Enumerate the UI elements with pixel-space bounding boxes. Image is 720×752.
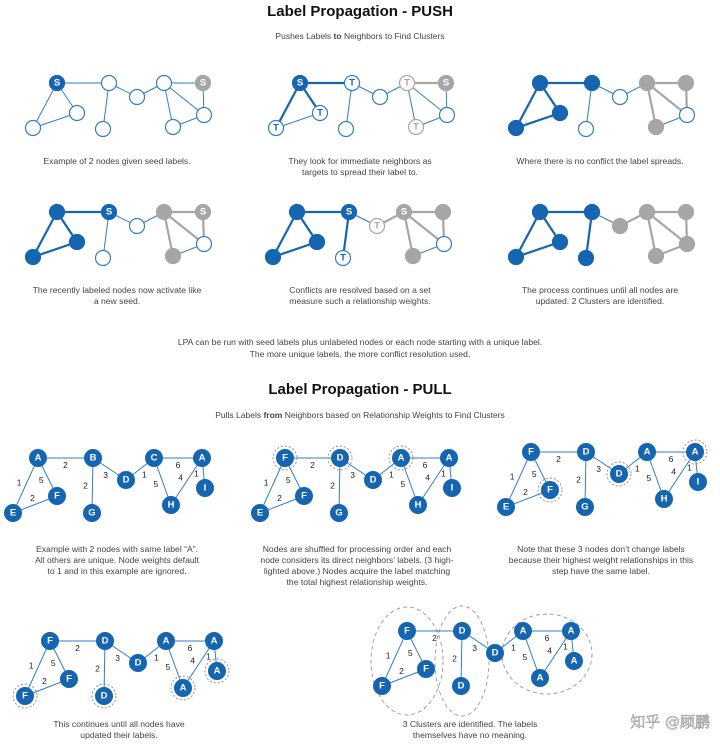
node-label: F bbox=[66, 673, 72, 685]
edge-weight: 2 bbox=[432, 633, 437, 643]
node-label: A bbox=[519, 625, 527, 637]
push-graph-1 bbox=[26, 76, 212, 137]
node bbox=[553, 106, 568, 121]
push-graph-6 bbox=[509, 205, 695, 266]
node bbox=[266, 250, 281, 265]
edge-weight: 1 bbox=[141, 469, 147, 480]
node bbox=[157, 205, 172, 220]
node bbox=[157, 76, 172, 91]
node-label: C bbox=[150, 452, 158, 464]
node-label: S bbox=[199, 77, 207, 89]
node-label: S bbox=[105, 206, 113, 218]
edge-weight: 2 bbox=[556, 454, 561, 464]
edge-weight: 5 bbox=[531, 469, 537, 480]
node-label: S bbox=[442, 77, 450, 89]
edge-weight: 4 bbox=[547, 645, 553, 656]
node bbox=[585, 76, 600, 91]
edge-weight: 3 bbox=[103, 469, 108, 480]
edge-weight: 1 bbox=[441, 468, 446, 479]
node bbox=[613, 219, 628, 234]
node-label: F bbox=[54, 490, 60, 502]
node-label: A bbox=[162, 635, 170, 647]
node-label: T bbox=[404, 77, 410, 89]
node-label: H bbox=[660, 493, 668, 505]
push-caption-6: The process continues until all nodes are updated. 2 Clusters are identified. bbox=[521, 285, 679, 306]
node-label: T bbox=[340, 252, 346, 264]
edge-weight: 4 bbox=[425, 472, 431, 483]
node-label: T bbox=[273, 122, 279, 134]
node bbox=[26, 121, 41, 136]
node-label: F bbox=[547, 484, 553, 496]
node-label: S bbox=[199, 206, 207, 218]
node bbox=[406, 249, 421, 264]
edge-weight: 2 bbox=[83, 480, 88, 491]
node-label: E bbox=[9, 507, 17, 519]
node bbox=[680, 108, 695, 123]
edge-weight: 2 bbox=[452, 653, 457, 664]
edge-weight: 2 bbox=[310, 460, 315, 470]
node-label: T bbox=[317, 107, 323, 119]
node bbox=[70, 106, 85, 121]
node-label: E bbox=[256, 507, 264, 519]
node-label: A bbox=[567, 625, 575, 637]
push-graph-2 bbox=[269, 76, 455, 137]
node bbox=[197, 237, 212, 252]
edge-weight: 3 bbox=[472, 642, 477, 653]
edge-weight: 1 bbox=[510, 642, 516, 653]
edge-weight: 4 bbox=[178, 472, 184, 483]
edge-weight: 5 bbox=[522, 651, 528, 662]
edge-weight: 1 bbox=[16, 477, 22, 488]
node bbox=[197, 108, 212, 123]
node-label: A bbox=[213, 665, 221, 677]
node-label: F bbox=[423, 663, 429, 675]
edge-weight: 1 bbox=[28, 660, 34, 671]
node bbox=[553, 235, 568, 250]
pull-title: Label Propagation - PULL bbox=[268, 381, 452, 398]
node-label: A bbox=[210, 635, 218, 647]
edge-weight: 1 bbox=[194, 468, 199, 479]
edge-weight: 2 bbox=[42, 675, 47, 686]
node-label: I bbox=[696, 476, 700, 488]
node bbox=[50, 205, 65, 220]
edge-weight: 1 bbox=[634, 463, 640, 474]
node bbox=[130, 90, 145, 105]
node-label: A bbox=[643, 446, 651, 458]
node bbox=[70, 235, 85, 250]
edge-weight: 2 bbox=[277, 492, 282, 503]
node bbox=[437, 237, 452, 252]
node bbox=[649, 120, 664, 135]
node bbox=[533, 76, 548, 91]
node-label: D bbox=[615, 468, 623, 480]
node-label: G bbox=[581, 501, 589, 513]
node bbox=[290, 205, 305, 220]
edge-weight: 5 bbox=[285, 475, 291, 486]
node bbox=[679, 76, 694, 91]
node bbox=[102, 76, 117, 91]
node-label: S bbox=[400, 206, 408, 218]
node-label: A bbox=[570, 655, 578, 667]
edge-weight: 1 bbox=[153, 652, 159, 663]
edge-weight: 5 bbox=[50, 658, 56, 669]
edge-weight: 2 bbox=[576, 474, 581, 485]
pull-caption-1: Example with 2 nodes with same label “A”. All others are unique. Node weights default to 1 and in this example are ignored. bbox=[35, 544, 199, 576]
node-label: A bbox=[691, 446, 699, 458]
edge-weight: 1 bbox=[206, 651, 211, 662]
node-label: D bbox=[369, 474, 377, 486]
node-label: F bbox=[282, 452, 288, 464]
edge-weight: 5 bbox=[165, 661, 171, 672]
edge-weight: 2 bbox=[95, 663, 100, 674]
node bbox=[130, 219, 145, 234]
edge-weight: 1 bbox=[687, 462, 692, 473]
node-label: I bbox=[203, 482, 207, 494]
node-label: A bbox=[179, 682, 187, 694]
node-label: D bbox=[101, 635, 109, 647]
node-label: A bbox=[445, 452, 453, 464]
node bbox=[436, 205, 451, 220]
edge-weight: 2 bbox=[523, 486, 528, 497]
node bbox=[166, 120, 181, 135]
node-label: A bbox=[198, 452, 206, 464]
node-label: B bbox=[89, 452, 97, 464]
node-label: D bbox=[122, 474, 130, 486]
node-label: T bbox=[374, 220, 380, 232]
node bbox=[640, 205, 655, 220]
node-label: A bbox=[397, 452, 405, 464]
node bbox=[585, 205, 600, 220]
edge-weight: 6 bbox=[175, 460, 181, 470]
node-label: F bbox=[301, 490, 307, 502]
node bbox=[373, 90, 388, 105]
node bbox=[310, 235, 325, 250]
node-label: A bbox=[34, 452, 42, 464]
edge-weight: 5 bbox=[400, 478, 406, 489]
node-label: D bbox=[336, 452, 344, 464]
push-note: LPA can be run with seed labels plus unlabeled nodes or each node starting with a unique label. The more unique labels, the more conflict resolution used. bbox=[177, 337, 543, 359]
node-label: S bbox=[53, 77, 61, 89]
edge-weight: 1 bbox=[563, 641, 568, 652]
edge-weight: 6 bbox=[668, 454, 674, 464]
edge-weight: 6 bbox=[544, 633, 550, 643]
node-label: D bbox=[100, 690, 108, 702]
node-label: F bbox=[528, 446, 534, 458]
node-label: F bbox=[22, 690, 28, 702]
edge-weight: 3 bbox=[350, 469, 355, 480]
pull-caption-5: 3 Clusters are identified. The labels themselves have no meaning. bbox=[402, 719, 538, 740]
node-label: H bbox=[414, 499, 422, 511]
node-label: H bbox=[167, 499, 175, 511]
node-label: F bbox=[47, 635, 53, 647]
push-title: Label Propagation - PUSH bbox=[267, 3, 453, 20]
node bbox=[680, 237, 695, 252]
node-label: T bbox=[413, 121, 419, 133]
node-label: D bbox=[458, 625, 466, 637]
edge-weight: 6 bbox=[187, 643, 193, 653]
edge-weight: 6 bbox=[422, 460, 428, 470]
node bbox=[440, 108, 455, 123]
edge-weight: 4 bbox=[190, 655, 196, 666]
node bbox=[679, 205, 694, 220]
push-caption-2: They look for immediate neighbors as targets to spread their label to. bbox=[288, 156, 432, 177]
node-label: A bbox=[536, 672, 544, 684]
node-label: I bbox=[450, 482, 454, 494]
edge-weight: 5 bbox=[407, 648, 413, 659]
push-graph-4 bbox=[26, 205, 212, 266]
pull-graph-5 bbox=[374, 623, 583, 695]
edge-weight: 5 bbox=[646, 472, 652, 483]
pull-graph-1 bbox=[5, 450, 214, 522]
node-label: G bbox=[335, 507, 343, 519]
push-caption-4: The recently labeled nodes now activate like a new seed. bbox=[32, 285, 202, 306]
node-label: D bbox=[134, 657, 142, 669]
watermark: 知乎 @顾鹏 bbox=[630, 713, 710, 731]
edge-weight: 1 bbox=[263, 477, 269, 488]
node bbox=[26, 250, 41, 265]
node bbox=[579, 251, 594, 266]
push-subtitle: Pushes Labels to Neighbors to Find Clusters bbox=[275, 31, 445, 41]
node-label: D bbox=[582, 446, 590, 458]
edge-weight: 3 bbox=[115, 652, 120, 663]
edge-weight: 4 bbox=[671, 466, 677, 477]
pull-graph-2 bbox=[252, 446, 461, 522]
node bbox=[166, 249, 181, 264]
node bbox=[640, 76, 655, 91]
node bbox=[339, 122, 354, 137]
pull-graph-4 bbox=[13, 633, 229, 709]
push-caption-1: Example of 2 nodes given seed labels. bbox=[43, 156, 191, 166]
edge-weight: 2 bbox=[75, 643, 80, 653]
edge-weight: 1 bbox=[385, 650, 391, 661]
pull-caption-3: Note that these 3 nodes don’t change labels because their highest weight relationships in this step have the same label. bbox=[508, 544, 694, 576]
node-label: G bbox=[88, 507, 96, 519]
edge-weight: 2 bbox=[63, 460, 68, 470]
pull-caption-2: Nodes are shuffled for processing order and each node considers its direct neighbors’ labels. (3 high-lighted above.) Nodes acquire the label matching the total highest relationship weights. bbox=[260, 544, 454, 587]
push-graph-5 bbox=[266, 205, 452, 266]
push-caption-3: Where there is no conflict the label spreads. bbox=[516, 156, 684, 166]
node bbox=[96, 251, 111, 266]
node bbox=[613, 90, 628, 105]
edge-weight: 5 bbox=[38, 475, 44, 486]
node bbox=[509, 250, 524, 265]
node-label: D bbox=[491, 647, 499, 659]
node-label: T bbox=[349, 77, 355, 89]
node-label: F bbox=[379, 680, 385, 692]
node bbox=[96, 122, 111, 137]
node bbox=[509, 121, 524, 136]
edge-weight: 5 bbox=[153, 478, 159, 489]
node-label: F bbox=[404, 625, 410, 637]
push-graph-3 bbox=[509, 76, 695, 137]
push-caption-5: Conflicts are resolved based on a set measure such a relationship weights. bbox=[289, 285, 431, 306]
edge-weight: 1 bbox=[509, 471, 515, 482]
node bbox=[579, 122, 594, 137]
node-label: D bbox=[457, 680, 465, 692]
pull-caption-4: This continues until all nodes have updated their labels. bbox=[53, 719, 185, 740]
edge-weight: 2 bbox=[330, 480, 335, 491]
edge-weight: 1 bbox=[388, 469, 394, 480]
pull-subtitle: Pulls Labels from Neighbors based on Relationship Weights to Find Clusters bbox=[215, 410, 505, 420]
edge-weight: 2 bbox=[399, 665, 404, 676]
node-label: S bbox=[296, 77, 304, 89]
edge-weight: 3 bbox=[596, 463, 601, 474]
pull-graph-3 bbox=[498, 440, 708, 516]
edge-weight: 2 bbox=[30, 492, 35, 503]
node bbox=[649, 249, 664, 264]
node bbox=[533, 205, 548, 220]
node-label: E bbox=[502, 501, 510, 513]
node-label: S bbox=[345, 206, 353, 218]
